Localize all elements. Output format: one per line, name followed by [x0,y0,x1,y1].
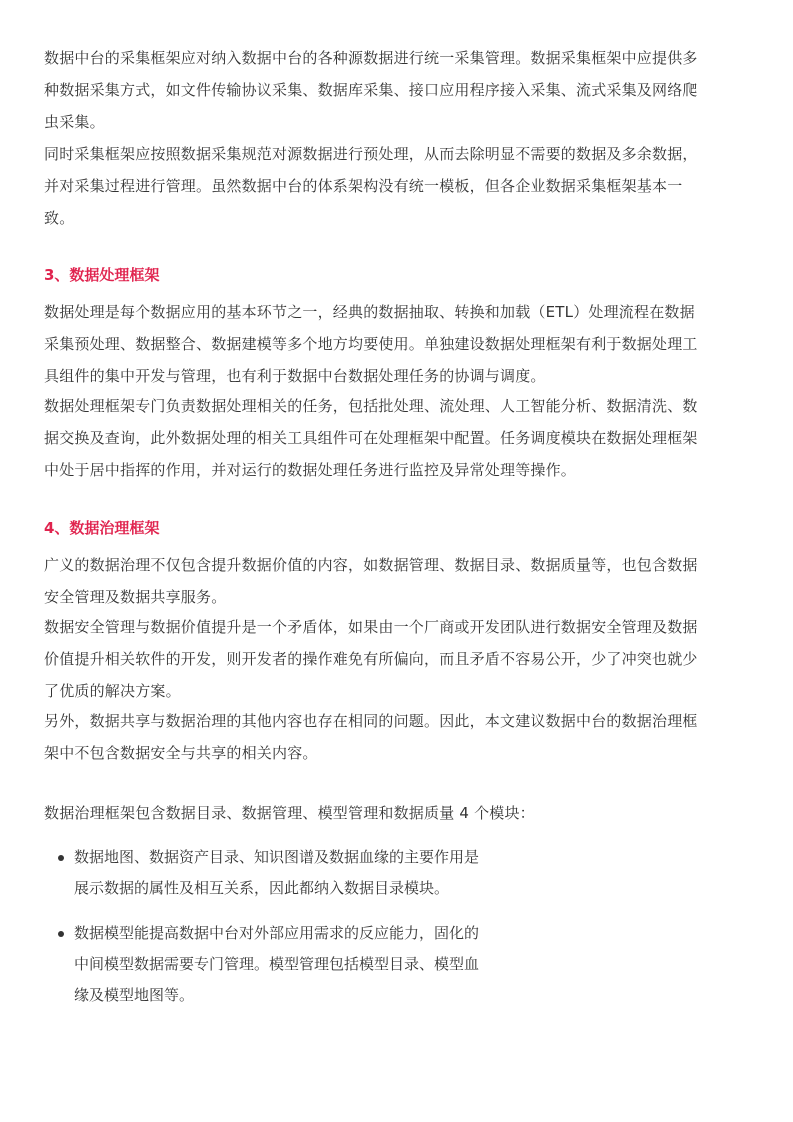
modules-bullet-list [58,842,528,904]
section-4-paragraph-3 [44,705,749,769]
text-line: 了优质的解决方案。 [44,682,181,700]
section-4-heading: 4、数据治理框架 [44,519,160,537]
text-line: 数据地图、数据资产目录、知识图谱及数据血缘的主要作用是 [74,848,480,866]
text-line: 数据安全管理与数据价值提升是一个矛盾体，如果由一个厂商或开发团队进行数据安全管理及数据 [44,618,698,636]
text-line: 数据治理框架包含数据目录、数据管理、模型管理和数据质量 4 个模块： [44,804,535,822]
bullet-dot-icon [58,855,64,861]
modules-bullet-list-2 [58,918,528,1011]
text-line: 具组件的集中开发与管理，也有利于数据中台数据处理任务的协调与调度。 [44,367,546,385]
text-line: 价值提升相关软件的开发，则开发者的操作难免有所偏向，而且矛盾不容易公开，少了冲突也就少 [44,650,698,668]
text-line: 并对采集过程进行管理。虽然数据中台的体系架构没有统一模板，但各企业数据采集框架基本一 [44,177,683,195]
text-line: 广义的数据治理不仅包含提升数据价值的内容，如数据管理、数据目录、数据质量等，也包含数据 [44,556,698,574]
section-3-paragraph-2 [44,390,749,486]
section-3-paragraph-1 [44,296,749,392]
text-line: 中处于居中指挥的作用，并对运行的数据处理任务进行监控及异常处理等操作。 [44,461,577,479]
text-line: 致。 [44,209,75,227]
text-line: 同时采集框架应按照数据采集规范对源数据进行预处理，从而去除明显不需要的数据及多余数据， [44,145,698,163]
text-line: 数据模型能提高数据中台对外部应用需求的反应能力，固化的 [74,924,480,942]
text-line: 数据中台的采集框架应对纳入数据中台的各种源数据进行统一采集管理。数据采集框架中应提供多 [44,49,698,67]
text-line: 缘及模型地图等。 [74,986,195,1004]
text-line: 采集预处理、数据整合、数据建模等多个地方均要使用。单独建设数据处理框架有利于数据处理工 [44,335,698,353]
modules-intro [44,797,749,829]
intro-paragraph-1 [44,42,749,138]
intro-paragraph-2 [44,138,749,234]
section-3-heading: 3、数据处理框架 [44,266,160,284]
text-line: 安全管理及数据共享服务。 [44,588,227,606]
list-item [58,918,528,1011]
text-line: 虫采集。 [44,113,105,131]
text-line: 另外，数据共享与数据治理的其他内容也存在相同的问题。因此，本文建议数据中台的数据治理框 [44,712,698,730]
text-line: 中间模型数据需要专门管理。模型管理包括模型目录、模型血 [74,955,480,973]
text-line: 数据处理是每个数据应用的基本环节之一，经典的数据抽取、转换和加载（ETL）处理流程在数据 [44,303,695,321]
section-4-paragraph-2 [44,611,749,707]
text-line: 架中不包含数据安全与共享的相关内容。 [44,744,318,762]
bullet-dot-icon [58,931,64,937]
list-item [58,842,528,904]
text-line: 数据处理框架专门负责数据处理相关的任务，包括批处理、流处理、人工智能分析、数据清洗、数 [44,397,698,415]
section-4-paragraph-1 [44,549,749,613]
text-line: 展示数据的属性及相互关系，因此都纳入数据目录模块。 [74,879,450,897]
text-line: 种数据采集方式，如文件传输协议采集、数据库采集、接口应用程序接入采集、流式采集及网络爬 [44,81,698,99]
text-line: 据交换及查询，此外数据处理的相关工具组件可在处理框架中配置。任务调度模块在数据处理框架 [44,429,698,447]
